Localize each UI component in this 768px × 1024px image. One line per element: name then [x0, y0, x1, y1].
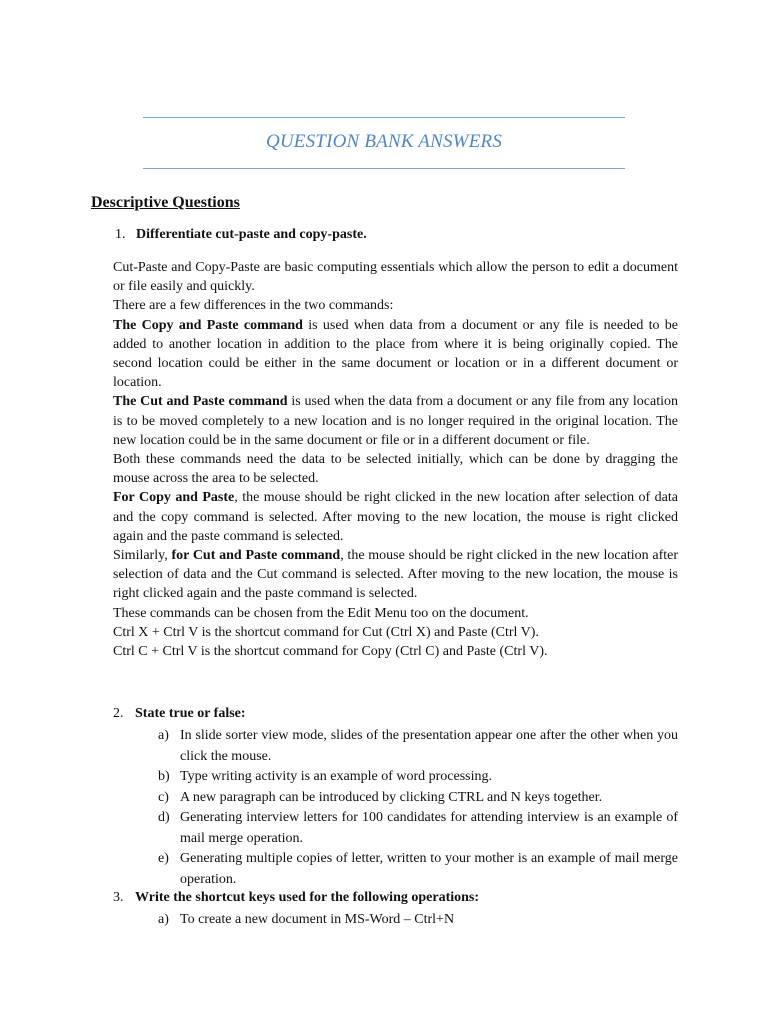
item-label: c) — [158, 789, 169, 805]
question-number: 2. — [113, 706, 124, 721]
paragraph: Ctrl X + Ctrl V is the shortcut command for Cut (Ctrl X) and Paste (Ctrl V). — [113, 624, 539, 640]
true-false-list — [113, 726, 678, 890]
bold-term: The Cut and Paste command — [113, 394, 288, 410]
paragraph-text: is used when the data from a document or any file from any location is to be moved completely to a new location and is no longer required in the original location. The new location could be in the same document or file or in a different document or file. — [113, 394, 678, 448]
item-text: To create a new document in MS-Word – Ctrl+N — [180, 912, 455, 927]
list-item — [113, 767, 678, 788]
question-number: 3. — [113, 890, 124, 905]
list-item — [113, 910, 678, 931]
question-2 — [113, 704, 678, 890]
bold-term: For Copy and Paste — [113, 490, 235, 506]
item-label: d) — [158, 810, 170, 825]
item-label: b) — [158, 769, 170, 784]
paragraph — [113, 316, 678, 393]
paragraph: These commands can be chosen from the Edit Menu too on the document. — [113, 605, 529, 621]
question-title: Differentiate cut-paste and copy-paste. — [136, 227, 367, 242]
paragraph: There are a few differences in the two commands: — [113, 298, 394, 314]
list-item — [113, 726, 678, 767]
list-item — [113, 788, 678, 809]
question-2-heading — [113, 704, 678, 723]
list-item — [113, 849, 678, 890]
paragraph-text: is used when data from a document or any file is needed to be added to another location in addition to the place from where it is being originally copied. The second location could be either in the same document or location or in a different document or location. — [113, 317, 679, 391]
list-item — [113, 808, 678, 849]
paragraph — [113, 392, 678, 450]
paragraph — [113, 546, 678, 604]
item-label: e) — [158, 851, 169, 866]
document-title: QUESTION BANK ANSWERS — [265, 131, 503, 152]
question-number: 1. — [115, 227, 126, 242]
paragraph-text: , the mouse should be right clicked in the new location after selection of data and the copy command is selected. After moving to the new location, the mouse is right clicked again and the paste command is selected. — [113, 490, 678, 544]
question-1-answer — [113, 258, 678, 661]
item-text: Generating multiple copies of letter, written to your mother is an example of mail merge operation. — [180, 851, 678, 887]
paragraph: Cut-Paste and Copy-Paste are basic computing essentials which allow the person to edit a document or file easily and quickly. — [113, 260, 678, 295]
item-text: Type writing activity is an example of word processing. — [180, 769, 492, 784]
paragraph: Ctrl C + Ctrl V is the shortcut command for Copy (Ctrl C) and Paste (Ctrl V). — [113, 644, 548, 660]
question-3 — [113, 888, 678, 931]
question-1-heading — [115, 227, 367, 243]
question-3-heading — [113, 888, 678, 907]
item-text: A new paragraph can be introduced by clicking CTRL and N keys together. — [180, 789, 603, 805]
question-title: Write the shortcut keys used for the following operations: — [135, 890, 480, 905]
section-heading: Descriptive Questions — [91, 194, 240, 211]
title-rule-bottom — [143, 168, 625, 169]
paragraph — [113, 488, 678, 546]
item-label: a) — [158, 728, 169, 743]
paragraph: Both these commands need the data to be selected initially, which can be done by dragging the mouse across the area to be selected. — [113, 452, 678, 487]
paragraph-text: Similarly, — [113, 548, 172, 564]
item-text: Generating interview letters for 100 candidates for attending interview is an example of mail merge operation. — [180, 810, 678, 846]
bold-term: The Copy and Paste command — [113, 317, 303, 333]
item-text: In slide sorter view mode, slides of the presentation appear one after the other when you click the mouse. — [180, 728, 678, 764]
question-title: State true or false: — [135, 706, 246, 721]
title-rule-top — [143, 117, 625, 118]
item-label: a) — [158, 912, 169, 927]
bold-term: for Cut and Paste command — [171, 548, 341, 564]
shortcut-list — [113, 910, 678, 931]
paragraph-text: , the mouse should be right clicked in the new location after selection of data and the Cut command is selected. After moving to the new location, the mouse is right clicked again and the paste command is selected. — [113, 548, 679, 602]
